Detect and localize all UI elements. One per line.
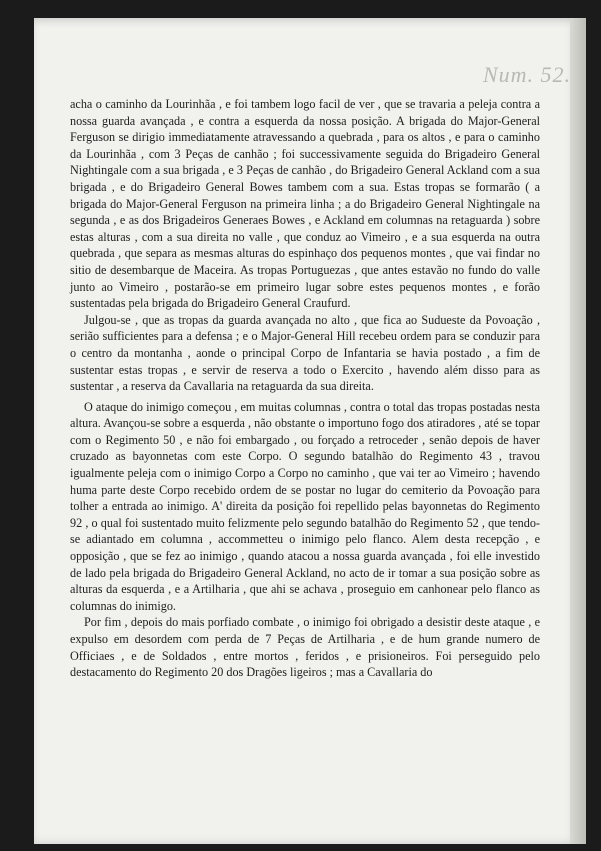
paragraph: acha o caminho da Lourinhãa , e foi tambem logo facil de ver , que se travaria a peleja contra a nossa guarda avançada , e contra a esquerda da nossa posição. A brigada do Major-General Ferguson se dirigio immediatamente atravessando a quebrada , para os altos , e para o caminho da Lourinhãa , com 3 Peças de canhão ; foi successivamente seguida do Brigadeiro General Nightingale com a sua brigada , e 3 Peças de canhão , do Brigadeiro General Ackland com a sua brigada , e do Brigadeiro General Bowes tambem com a sua. Estas tropas se formarão ( a brigada do Major-General Ferguson na primeira linha ; a do Brigadeiro General Nightingale na segunda , e as dos Brigadeiros Generaes Bowes , e Ackland em columnas na retaguarda ) sobre estas alturas , com a sua direita no valle , que conduz ao Vimeiro , e a sua esquerda na outra quebrada , que separa as mesmas alturas do espinhaço dos pequenos montes , que vai findar no sitio de desembarque de Maceira. As tropas Portuguezas , que antes estavão no fundo do valle junto ao Vimeiro , postarão-se em primeiro lugar sobre estes pequenos montes , e forão sustentadas pela brigada do Brigadeiro General Craufurd. bbox=[70, 97, 540, 311]
paragraph: Por fim , depois do mais porfiado combate , o inimigo foi obrigado a desistir deste ataque , e expulso em desordem com perda de 7 Peças de Artilharia , e de hum grande numero de Officiaes , e de Soldados , entre mortos , feridos , e prisioneiros. Foi perseguido pelo destacamento do Regimento 20 dos Dragões ligeiros ; mas a Cavallaria do bbox=[70, 615, 540, 680]
paragraph: Julgou-se , que as tropas da guarda avançada no alto , que fica ao Sudueste da Povoação , serião sufficientes para a defensa ; e o Major-General Hill recebeu ordem para se conduzir para o centro da montanha , aonde o principal Corpo de Infantaria se havia postado , a fim de sustentar estas tropas , e servir de reserva a todo o Exercito , havendo além disso para as sustentar , a reserva da Cavallaria na retaguarda da sua direita. bbox=[70, 312, 540, 394]
page-edge bbox=[570, 18, 586, 844]
issue-number: Num. 52. bbox=[482, 62, 571, 87]
paragraph: O ataque do inimigo começou , em muitas columnas , contra o total das tropas postadas nesta altura. Avançou-se sobre a esquerda , não obstante o importuno fogo dos atiradores , até se topar com o Regimento 50 , e não foi embargado , ou forçado a retroceder , senão depois de haver cruzado as bayonnetas com este Corpo. O segundo batalhão do Regimento 43 , travou igualmente peleja com o inimigo Corpo a Corpo no caminho , que vai ter ao Vimeiro ; havendo huma parte deste Corpo recebido ordem de se postar no lugar do cemiterio da Povoação para tolher a entrada ao inimigo. A' direita da posição foi repellido pelas bayonnetas do Regimento 92 , o qual foi sustentado muito felizmente pelo segundo batalhão do Regimento 52 , que tendo-se adiantado em columna , accommetteu o inimigo pelo flanco. Alem desta recepção , e opposição , que se fez ao inimigo , quando atacou a nossa guarda avançada , foi elle investido de lado pela brigada do Brigadeiro General Ackland, no acto de ir tomar a sua posição sobre as alturas da esquerda , e a Artilharia , que ahi se achava , proseguio em canhonear pelo flanco as columnas do inimigo. bbox=[70, 399, 540, 613]
body-text bbox=[70, 96, 540, 681]
